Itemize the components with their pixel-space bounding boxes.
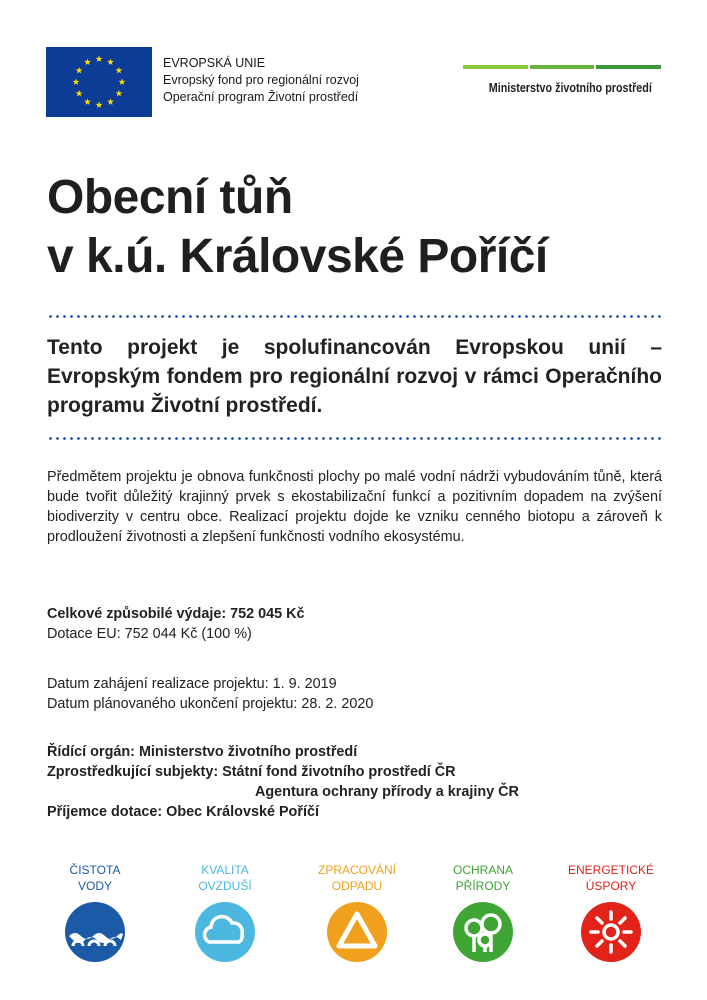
sun-icon — [579, 900, 643, 964]
icon-label — [40, 862, 150, 896]
icon-water — [40, 862, 150, 964]
icon-label-line: KVALITA — [201, 863, 249, 877]
icon-label-line: ENERGETICKÉ — [567, 863, 654, 877]
ministry-bar — [463, 65, 528, 69]
ministry-bar — [530, 65, 595, 69]
ministry-color-bars — [463, 65, 661, 69]
icon-nature — [428, 862, 538, 964]
eu-line: EVROPSKÁ UNIE — [163, 56, 266, 70]
icon-label-line: PŘÍRODY — [455, 879, 511, 893]
icon-label-line: OVZDUŠÍ — [198, 879, 252, 893]
eu-text-block — [163, 55, 359, 106]
icon-label-line: ÚSPORY — [585, 879, 637, 893]
title-line-2: v k.ú. Královské Poříčí — [47, 230, 548, 283]
icon-label — [302, 862, 412, 896]
start-date: Datum zahájení realizace projektu: 1. 9. 2019 — [47, 676, 337, 692]
managing-authority: Řídící orgán: Ministerstvo životního prostředí — [47, 744, 358, 760]
bodies-block — [47, 742, 519, 822]
page-title — [47, 168, 548, 286]
eu-grant: Dotace EU: 752 044 Kč (100 %) — [47, 626, 252, 642]
icon-label — [170, 862, 280, 896]
cloud-icon — [193, 900, 257, 964]
end-date: Datum plánovaného ukončení projektu: 28. 2. 2020 — [47, 696, 374, 712]
dotted-divider-top — [47, 315, 662, 318]
icon-waste — [302, 862, 412, 964]
icon-label — [428, 862, 538, 896]
dates-block — [47, 674, 373, 714]
water-icon — [63, 900, 127, 964]
icon-label — [556, 862, 666, 896]
icon-energy — [556, 862, 666, 964]
intermediary-2: Agentura ochrany přírody a krajiny ČR — [255, 784, 519, 800]
ministry-bar — [596, 65, 661, 69]
icon-label-line: ODPADU — [331, 879, 383, 893]
ministry-logo — [463, 65, 661, 95]
eu-line: Evropský fond pro regionální rozvoj — [163, 73, 359, 87]
icon-label-line: ZPRACOVÁNÍ — [317, 863, 396, 877]
trees-icon — [451, 900, 515, 964]
intermediary-1: Státní fond životního prostředí ČR — [222, 764, 456, 780]
icon-label-line: OCHRANA — [452, 863, 513, 877]
cofinancing-statement: Tento projekt je spolufinancován Evropskou unií – Evropským fondem pro regionální rozvoj v rámci Operačního programu Životní prostředí. — [47, 336, 662, 417]
costs-block — [47, 604, 305, 644]
intermediary-label: Zprostředkující subjekty: — [47, 764, 223, 780]
eu-flag-logo — [46, 47, 152, 117]
icon-label-line: ČISTOTA — [69, 863, 121, 877]
ministry-name: Ministerstvo životního prostředí — [488, 81, 652, 95]
eu-stars-icon — [46, 47, 152, 117]
project-description: Předmětem projektu je obnova funkčnosti plochy po malé vodní nádrži vybudováním tůně, která bude tvořit důležitý krajinný prvek s ekostabilizační funkcí a pozitivním dopadem na zvýšení biodiverzity v centru obce. Realizací projektu dojde ke vzniku cenného biotopu a zároveň k prodloužení životnosti a zlepšení funkčnosti vodního ekosystému. — [47, 469, 662, 545]
title-line-1: Obecní tůň — [47, 171, 293, 224]
icon-label-line: VODY — [77, 879, 112, 893]
recipient: Příjemce dotace: Obec Královské Poříčí — [47, 804, 319, 820]
eu-line: Operační program Životní prostředí — [163, 90, 359, 104]
priority-icons-row — [40, 862, 670, 982]
total-costs: Celkové způsobilé výdaje: 752 045 Kč — [47, 606, 305, 622]
icon-air — [170, 862, 280, 964]
recycle-triangle-icon — [325, 900, 389, 964]
dotted-divider-bottom — [47, 437, 662, 440]
